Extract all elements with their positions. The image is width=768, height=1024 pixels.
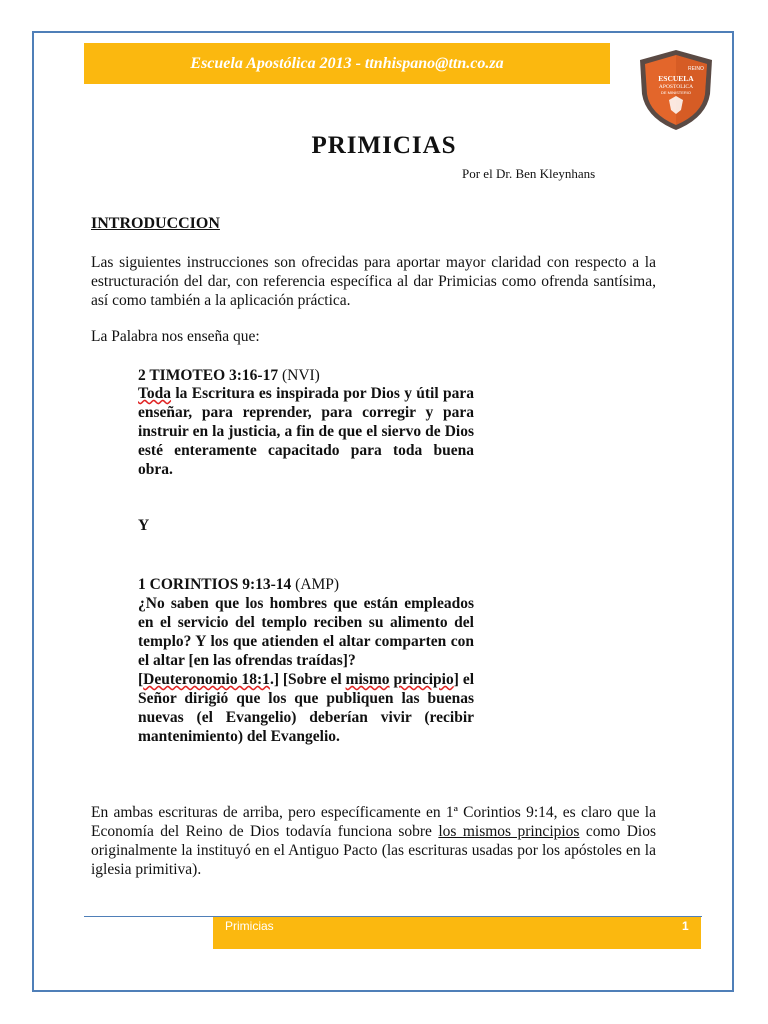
footer-bar xyxy=(213,917,701,949)
logo-text-line1: ESCUELA xyxy=(658,74,694,83)
closing-underlined: los mismos principios xyxy=(438,823,580,840)
shield-logo-icon xyxy=(636,48,716,132)
verse1-body: la Escritura es inspirada por Dios y útil para enseñar, para reprender, para corregir y para instruir en la justicia, a fin de que el siervo de Dios esté enteramente capacitado para toda buena obra. xyxy=(138,385,474,478)
verse1-text xyxy=(138,384,474,479)
verse2-text-b: .] [Sobre el xyxy=(269,671,346,688)
author-line: Por el Dr. Ben Kleynhans xyxy=(462,166,596,181)
verse1-ref-main: 2 TIMOTEO 3:16-17 xyxy=(138,367,279,384)
verse2-principio: principio xyxy=(393,671,454,688)
logo-text-top: REINO xyxy=(688,66,704,72)
verse2-ref-version: (AMP) xyxy=(295,576,340,593)
closing-text-a: En ambas escrituras de arriba, pero específicamente en 1ª Corintios 9:14, es claro que la Economía del Reino de Dios todavía funciona sobre xyxy=(91,804,656,840)
verse2-text xyxy=(138,594,474,746)
verse1-reference xyxy=(138,366,474,385)
verse2-text-a: ¿No saben que los hombres que están empleados en el servicio del templo reciben su alimento del templo? Y los que atienden el altar comparten con el altar [en las ofrendas traídas]? xyxy=(138,595,474,669)
section-heading: INTRODUCCION xyxy=(91,215,220,232)
logo-text-line2: APOSTOLICA xyxy=(658,84,694,90)
verse2-deut: Deuteronomio 18:1 xyxy=(143,671,270,688)
lead-in-paragraph: La Palabra nos enseña que: xyxy=(91,328,260,345)
footer-label: Primicias xyxy=(225,919,274,933)
closing-paragraph xyxy=(91,803,656,879)
intro-paragraph: Las siguientes instrucciones son ofrecidas para aportar mayor claridad con respecto a la estructuración del dar, con referencia específica al dar Primicias como ofrenda santísima, así como también a la aplicación práctica. xyxy=(91,254,656,309)
closing-text-b: como Dios originalmente la instituyó en el Antiguo Pacto (las escrituras usadas por los apóstoles en la iglesia primitiva). xyxy=(91,823,656,878)
verse2-bracket-open: [ xyxy=(138,671,144,688)
verse2-ref-main: 1 CORINTIOS 9:13-14 xyxy=(138,576,292,593)
page-title: PRIMICIAS xyxy=(311,132,457,159)
verse1-ref-version: (NVI) xyxy=(281,367,320,384)
logo-text-line3: DE MINISTERIO xyxy=(660,90,692,95)
verse2-reference xyxy=(138,575,474,594)
footer-page-number: 1 xyxy=(682,919,689,933)
header-banner xyxy=(84,43,610,84)
verse2-text-d: ] el Señor dirigió que los que publiquen las buenas nuevas (el Evangelio) deberían vivir (recibir mantenimiento) del Evangelio. xyxy=(138,671,475,745)
verse1-first-word: Toda xyxy=(138,385,172,402)
header-banner-text: Escuela Apostólica 2013 - ttnhispano@ttn.co.za xyxy=(190,54,504,72)
verse2-mismo: mismo xyxy=(345,671,390,688)
separator-y: Y xyxy=(138,517,150,534)
